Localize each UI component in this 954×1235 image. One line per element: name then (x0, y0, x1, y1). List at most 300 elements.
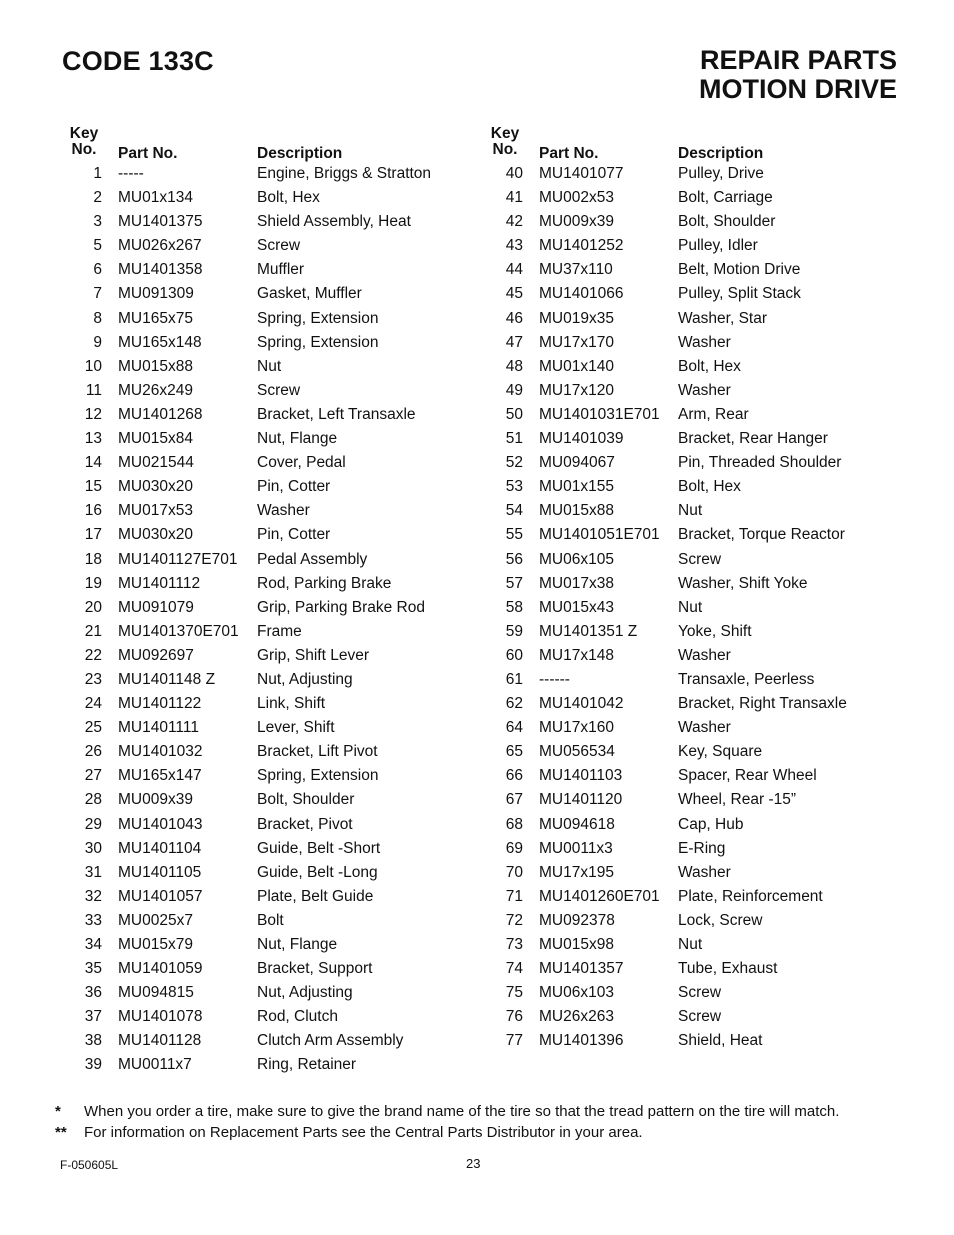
table-row (481, 861, 901, 885)
part-no-cell: MU091309 (118, 285, 194, 303)
part-no-cell: MU01x155 (539, 478, 614, 496)
table-row (60, 282, 480, 306)
table-row (60, 162, 480, 186)
key-no-cell: 77 (505, 1032, 523, 1050)
part-no-cell: MU1401077 (539, 165, 624, 182)
part-no-cell: MU015x88 (118, 357, 193, 375)
table-row (60, 258, 480, 282)
table-row (481, 933, 901, 957)
footnote-text: For information on Replacement Parts see the Central Parts Distributor in your area. (84, 1124, 643, 1141)
table-row (481, 764, 901, 788)
table-row (60, 186, 480, 210)
description-cell: Guide, Belt -Long (257, 863, 378, 881)
part-no-cell: MU0011x7 (118, 1056, 192, 1074)
description-cell: Clutch Arm Assembly (257, 1032, 404, 1050)
key-no-cell: 24 (84, 695, 102, 713)
part-no-cell: MU1401351 Z (539, 622, 638, 640)
key-no-cell: 75 (505, 984, 523, 1002)
table-row (60, 957, 480, 981)
table-row (481, 885, 901, 909)
part-no-header: Part No. (118, 145, 178, 162)
key-no-cell: 2 (93, 189, 102, 207)
table-row (60, 499, 480, 523)
key-no-cell: 43 (505, 237, 523, 255)
table-row (481, 1029, 901, 1053)
part-no-cell: MU1401039 (539, 430, 624, 448)
table-row (60, 331, 480, 355)
table-row (481, 379, 901, 403)
part-no-cell: ----- (118, 165, 144, 182)
part-no-cell: MU0025x7 (118, 911, 193, 929)
key-no-cell: 40 (505, 165, 523, 182)
description-cell: Screw (678, 550, 722, 568)
description-cell: Plate, Reinforcement (678, 887, 823, 905)
description-cell: Nut (678, 502, 703, 520)
part-no-cell: MU094815 (118, 984, 194, 1002)
description-cell: Grip, Shift Lever (257, 646, 369, 664)
key-header-line1: Key (490, 125, 520, 142)
table-row (60, 981, 480, 1005)
description-cell: Washer (257, 502, 310, 520)
key-no-cell: 31 (84, 863, 102, 881)
table-row (60, 620, 480, 644)
part-no-cell: MU030x20 (118, 526, 193, 544)
description-cell: Cap, Hub (678, 815, 744, 833)
description-cell: Plate, Belt Guide (257, 887, 374, 905)
key-no-cell: 14 (84, 454, 102, 472)
description-cell: Pin, Cotter (257, 478, 331, 496)
description-cell: Screw (257, 237, 301, 255)
key-no-cell: 17 (84, 526, 102, 544)
key-no-cell: 1 (93, 165, 102, 182)
description-cell: Shield Assembly, Heat (257, 213, 411, 231)
description-cell: Nut, Adjusting (257, 670, 353, 688)
part-no-cell: MU1401122 (118, 695, 202, 713)
description-cell: Spring, Extension (257, 333, 379, 351)
part-no-cell: MU1401260E701 (539, 887, 660, 905)
part-no-cell: MU019x35 (539, 309, 614, 327)
part-no-cell: MU015x79 (118, 936, 193, 953)
key-no-cell: 46 (505, 309, 523, 327)
table-row (60, 716, 480, 740)
table-row (60, 379, 480, 403)
table-row (481, 523, 901, 547)
description-cell: Belt, Motion Drive (678, 261, 801, 279)
part-no-cell: MU091079 (118, 598, 194, 616)
description-cell: Rod, Clutch (257, 1008, 338, 1026)
page-title-line1: REPAIR PARTS (699, 45, 897, 75)
description-cell: Lock, Screw (678, 911, 763, 929)
table-row (481, 475, 901, 499)
description-cell: Washer (678, 381, 731, 399)
part-no-cell: MU030x20 (118, 478, 193, 496)
key-no-cell: 69 (505, 839, 523, 857)
table-row (481, 788, 901, 812)
part-no-cell: MU017x53 (118, 502, 193, 520)
key-no-cell: 50 (505, 405, 523, 423)
parts-table-left (60, 126, 480, 1078)
description-cell: Nut (678, 936, 703, 953)
key-no-cell: 66 (505, 767, 523, 785)
description-cell: Bracket, Torque Reactor (678, 526, 845, 544)
description-cell: Tube, Exhaust (678, 960, 778, 978)
table-row (60, 1053, 480, 1077)
key-no-cell: 55 (505, 526, 523, 544)
key-no-cell: 18 (84, 550, 102, 568)
part-no-cell: MU009x39 (118, 791, 193, 809)
part-no-cell: MU17x195 (539, 863, 614, 881)
part-no-cell: MU1401268 (118, 405, 203, 423)
key-no-cell: 76 (505, 1008, 523, 1026)
key-no-cell: 45 (505, 285, 523, 303)
table-row (60, 885, 480, 909)
key-no-cell: 9 (93, 333, 102, 351)
key-no-cell: 65 (505, 743, 523, 761)
key-no-cell: 60 (505, 646, 523, 664)
part-no-cell: MU1401120 (539, 791, 623, 809)
part-no-cell: MU015x43 (539, 598, 614, 616)
key-header-line2: No. (492, 141, 518, 158)
description-cell: Guide, Belt -Short (257, 839, 381, 857)
form-code: F-050605L (60, 1158, 119, 1172)
table-row (60, 523, 480, 547)
table-row (481, 355, 901, 379)
key-no-cell: 28 (84, 791, 102, 809)
description-cell: Bracket, Support (257, 960, 373, 978)
part-no-cell: MU1401066 (539, 285, 624, 303)
description-cell: E-Ring (678, 839, 726, 857)
key-no-cell: 13 (84, 430, 102, 448)
part-no-cell: MU1401057 (118, 887, 203, 905)
table-row (60, 210, 480, 234)
table-row (481, 596, 901, 620)
description-cell: Link, Shift (257, 695, 326, 713)
part-no-cell: ------ (539, 670, 570, 688)
table-row (60, 427, 480, 451)
part-no-cell: MU26x249 (118, 381, 193, 399)
part-no-header: Part No. (539, 145, 599, 162)
description-cell: Muffler (257, 261, 305, 279)
description-cell: Bracket, Left Transaxle (257, 405, 416, 423)
key-no-cell: 32 (84, 887, 102, 905)
key-no-cell: 7 (93, 285, 102, 303)
table-row (60, 1005, 480, 1029)
key-no-cell: 59 (505, 622, 523, 640)
part-no-cell: MU092378 (539, 911, 615, 929)
parts-rows-left (60, 162, 480, 1078)
table-row (60, 909, 480, 933)
description-cell: Washer (678, 333, 731, 351)
key-no-cell: 10 (84, 357, 102, 375)
parts-table-right (481, 126, 901, 1053)
table-header (481, 126, 901, 162)
description-cell: Nut (257, 357, 282, 375)
table-row (481, 692, 901, 716)
part-no-cell: MU015x88 (539, 502, 614, 520)
table-row (481, 716, 901, 740)
description-cell: Ring, Retainer (257, 1056, 357, 1074)
page-code-title: CODE 133C (62, 46, 214, 76)
part-no-cell: MU1401252 (539, 237, 624, 255)
description-cell: Wheel, Rear -15” (678, 791, 797, 809)
part-no-cell: MU092697 (118, 646, 194, 664)
description-cell: Bolt, Hex (678, 478, 741, 496)
key-no-cell: 71 (505, 887, 523, 905)
table-row (481, 813, 901, 837)
description-cell: Bracket, Right Transaxle (678, 695, 847, 713)
key-no-header (60, 126, 108, 158)
description-cell: Screw (678, 1008, 722, 1026)
description-cell: Bracket, Rear Hanger (678, 430, 828, 448)
part-no-cell: MU1401103 (539, 767, 623, 785)
part-no-cell: MU165x147 (118, 767, 202, 785)
description-cell: Engine, Briggs & Stratton (257, 165, 432, 182)
part-no-cell: MU1401059 (118, 960, 203, 978)
table-row (481, 837, 901, 861)
key-no-cell: 20 (84, 598, 102, 616)
key-no-cell: 47 (505, 333, 523, 351)
part-no-cell: MU1401375 (118, 213, 203, 231)
description-cell: Bracket, Pivot (257, 815, 353, 833)
table-row (481, 957, 901, 981)
part-no-cell: MU1401111 (118, 719, 199, 737)
table-row (481, 981, 901, 1005)
part-no-cell: MU165x148 (118, 333, 202, 351)
description-cell: Shield, Heat (678, 1032, 763, 1050)
table-row (481, 572, 901, 596)
table-row (60, 692, 480, 716)
key-no-cell: 62 (505, 695, 523, 713)
key-no-cell: 42 (505, 213, 523, 231)
key-no-cell: 37 (84, 1008, 102, 1026)
table-row (481, 620, 901, 644)
part-no-cell: MU015x98 (539, 936, 614, 953)
part-no-cell: MU26x263 (539, 1008, 614, 1026)
key-no-cell: 38 (84, 1032, 102, 1050)
table-row (481, 210, 901, 234)
key-no-cell: 23 (84, 670, 102, 688)
key-no-cell: 26 (84, 743, 102, 761)
key-no-cell: 33 (84, 911, 102, 929)
part-no-cell: MU1401032 (118, 743, 203, 761)
table-header (60, 126, 480, 162)
table-row (481, 451, 901, 475)
part-no-cell: MU094618 (539, 815, 615, 833)
description-cell: Arm, Rear (678, 405, 749, 423)
key-no-cell: 8 (93, 309, 102, 327)
key-no-cell: 48 (505, 357, 523, 375)
description-cell: Washer (678, 719, 731, 737)
part-no-cell: MU17x120 (539, 381, 614, 399)
description-cell: Bolt, Shoulder (678, 213, 776, 231)
key-header-line2: No. (71, 141, 97, 158)
table-row (481, 331, 901, 355)
description-cell: Nut, Adjusting (257, 984, 353, 1002)
description-cell: Nut, Flange (257, 430, 338, 448)
part-no-cell: MU06x103 (539, 984, 614, 1002)
part-no-cell: MU094067 (539, 454, 615, 472)
key-no-cell: 36 (84, 984, 102, 1002)
key-no-cell: 54 (505, 502, 523, 520)
table-row (481, 258, 901, 282)
part-no-cell: MU026x267 (118, 237, 202, 255)
table-row (60, 475, 480, 499)
part-no-cell: MU1401043 (118, 815, 203, 833)
key-header-line1: Key (69, 125, 99, 142)
description-cell: Washer, Star (678, 309, 768, 327)
description-cell: Rod, Parking Brake (257, 574, 392, 592)
table-row (60, 837, 480, 861)
description-cell: Spring, Extension (257, 767, 379, 785)
part-no-cell: MU015x84 (118, 430, 193, 448)
description-cell: Washer, Shift Yoke (678, 574, 808, 592)
key-no-cell: 27 (84, 767, 102, 785)
description-cell: Nut, Flange (257, 936, 338, 953)
part-no-cell: MU056534 (539, 743, 615, 761)
table-row (60, 1029, 480, 1053)
table-row (481, 234, 901, 258)
table-row (481, 740, 901, 764)
table-row (60, 234, 480, 258)
key-no-cell: 15 (84, 478, 102, 496)
key-no-cell: 5 (93, 237, 102, 255)
description-header: Description (257, 145, 343, 162)
table-row (60, 813, 480, 837)
key-no-cell: 67 (505, 791, 523, 809)
part-no-cell: MU165x75 (118, 309, 193, 327)
description-cell: Transaxle, Peerless (678, 670, 815, 688)
description-cell: Grip, Parking Brake Rod (257, 598, 425, 616)
part-no-cell: MU002x53 (539, 189, 614, 207)
description-cell: Bolt, Shoulder (257, 791, 355, 809)
description-cell: Gasket, Muffler (257, 285, 362, 303)
table-row (60, 764, 480, 788)
key-no-cell: 25 (84, 719, 102, 737)
part-no-cell: MU37x110 (539, 261, 613, 279)
table-row (60, 451, 480, 475)
table-row (481, 186, 901, 210)
part-no-cell: MU17x148 (539, 646, 614, 664)
part-no-cell: MU1401042 (539, 695, 624, 713)
key-no-cell: 58 (505, 598, 523, 616)
table-row (481, 909, 901, 933)
part-no-cell: MU01x134 (118, 189, 193, 207)
table-row (481, 307, 901, 331)
table-row (481, 548, 901, 572)
part-no-cell: MU1401396 (539, 1032, 624, 1050)
table-row (60, 668, 480, 692)
footnote-mark: * (55, 1103, 61, 1120)
key-no-cell: 70 (505, 863, 523, 881)
table-row (481, 282, 901, 306)
part-no-cell: MU17x160 (539, 719, 614, 737)
description-cell: Nut (678, 598, 703, 616)
description-cell: Yoke, Shift (678, 622, 752, 640)
description-cell: Bracket, Lift Pivot (257, 743, 378, 761)
description-cell: Pulley, Split Stack (678, 285, 801, 303)
part-no-cell: MU1401358 (118, 261, 203, 279)
key-no-cell: 41 (505, 189, 523, 207)
page-title (699, 46, 897, 104)
part-no-cell: MU1401127E701 (118, 550, 238, 568)
description-cell: Bolt (257, 911, 284, 929)
part-no-cell: MU009x39 (539, 213, 614, 231)
table-row (60, 572, 480, 596)
description-cell: Key, Square (678, 743, 763, 761)
parts-rows-right (481, 162, 901, 1053)
key-no-cell: 30 (84, 839, 102, 857)
description-cell: Pin, Threaded Shoulder (678, 454, 842, 472)
key-no-header (481, 126, 529, 158)
description-cell: Spacer, Rear Wheel (678, 767, 817, 785)
key-no-cell: 51 (505, 430, 523, 448)
table-row (481, 427, 901, 451)
key-no-cell: 19 (84, 574, 102, 592)
key-no-cell: 61 (505, 670, 523, 688)
table-row (60, 861, 480, 885)
part-no-cell: MU1401104 (118, 839, 202, 857)
table-row (60, 740, 480, 764)
description-cell: Screw (678, 984, 722, 1002)
part-no-cell: MU1401128 (118, 1032, 202, 1050)
part-no-cell: MU021544 (118, 454, 194, 472)
key-no-cell: 53 (505, 478, 523, 496)
key-no-cell: 29 (84, 815, 102, 833)
key-no-cell: 72 (505, 911, 523, 929)
table-row (60, 355, 480, 379)
table-row (481, 403, 901, 427)
description-cell: Pedal Assembly (257, 550, 368, 568)
part-no-cell: MU1401078 (118, 1008, 203, 1026)
description-cell: Bolt, Carriage (678, 189, 773, 207)
table-row (60, 788, 480, 812)
page-number: 23 (466, 1156, 481, 1171)
table-row (481, 668, 901, 692)
key-no-cell: 68 (505, 815, 523, 833)
table-row (481, 644, 901, 668)
table-row (481, 162, 901, 186)
key-no-cell: 39 (84, 1056, 102, 1074)
description-cell: Lever, Shift (257, 719, 335, 737)
key-no-cell: 6 (93, 261, 102, 279)
table-row (481, 1005, 901, 1029)
key-no-cell: 73 (505, 936, 523, 953)
key-no-cell: 49 (505, 381, 523, 399)
key-no-cell: 34 (84, 936, 102, 953)
table-row (60, 548, 480, 572)
description-cell: Pulley, Drive (678, 165, 764, 182)
description-cell: Pin, Cotter (257, 526, 331, 544)
part-no-cell: MU1401112 (118, 574, 201, 592)
part-no-cell: MU1401357 (539, 960, 624, 978)
key-no-cell: 12 (84, 405, 102, 423)
part-no-cell: MU0011x3 (539, 839, 613, 857)
key-no-cell: 21 (84, 622, 102, 640)
key-no-cell: 44 (505, 261, 523, 279)
part-no-cell: MU1401031E701 (539, 405, 660, 423)
table-row (60, 307, 480, 331)
key-no-cell: 35 (84, 960, 102, 978)
description-cell: Cover, Pedal (257, 454, 346, 472)
part-no-cell: MU1401051E701 (539, 526, 660, 544)
description-cell: Washer (678, 646, 731, 664)
part-no-cell: MU06x105 (539, 550, 614, 568)
key-no-cell: 52 (505, 454, 523, 472)
table-row (60, 644, 480, 668)
key-no-cell: 22 (84, 646, 102, 664)
key-no-cell: 11 (85, 381, 102, 399)
table-row (60, 933, 480, 957)
